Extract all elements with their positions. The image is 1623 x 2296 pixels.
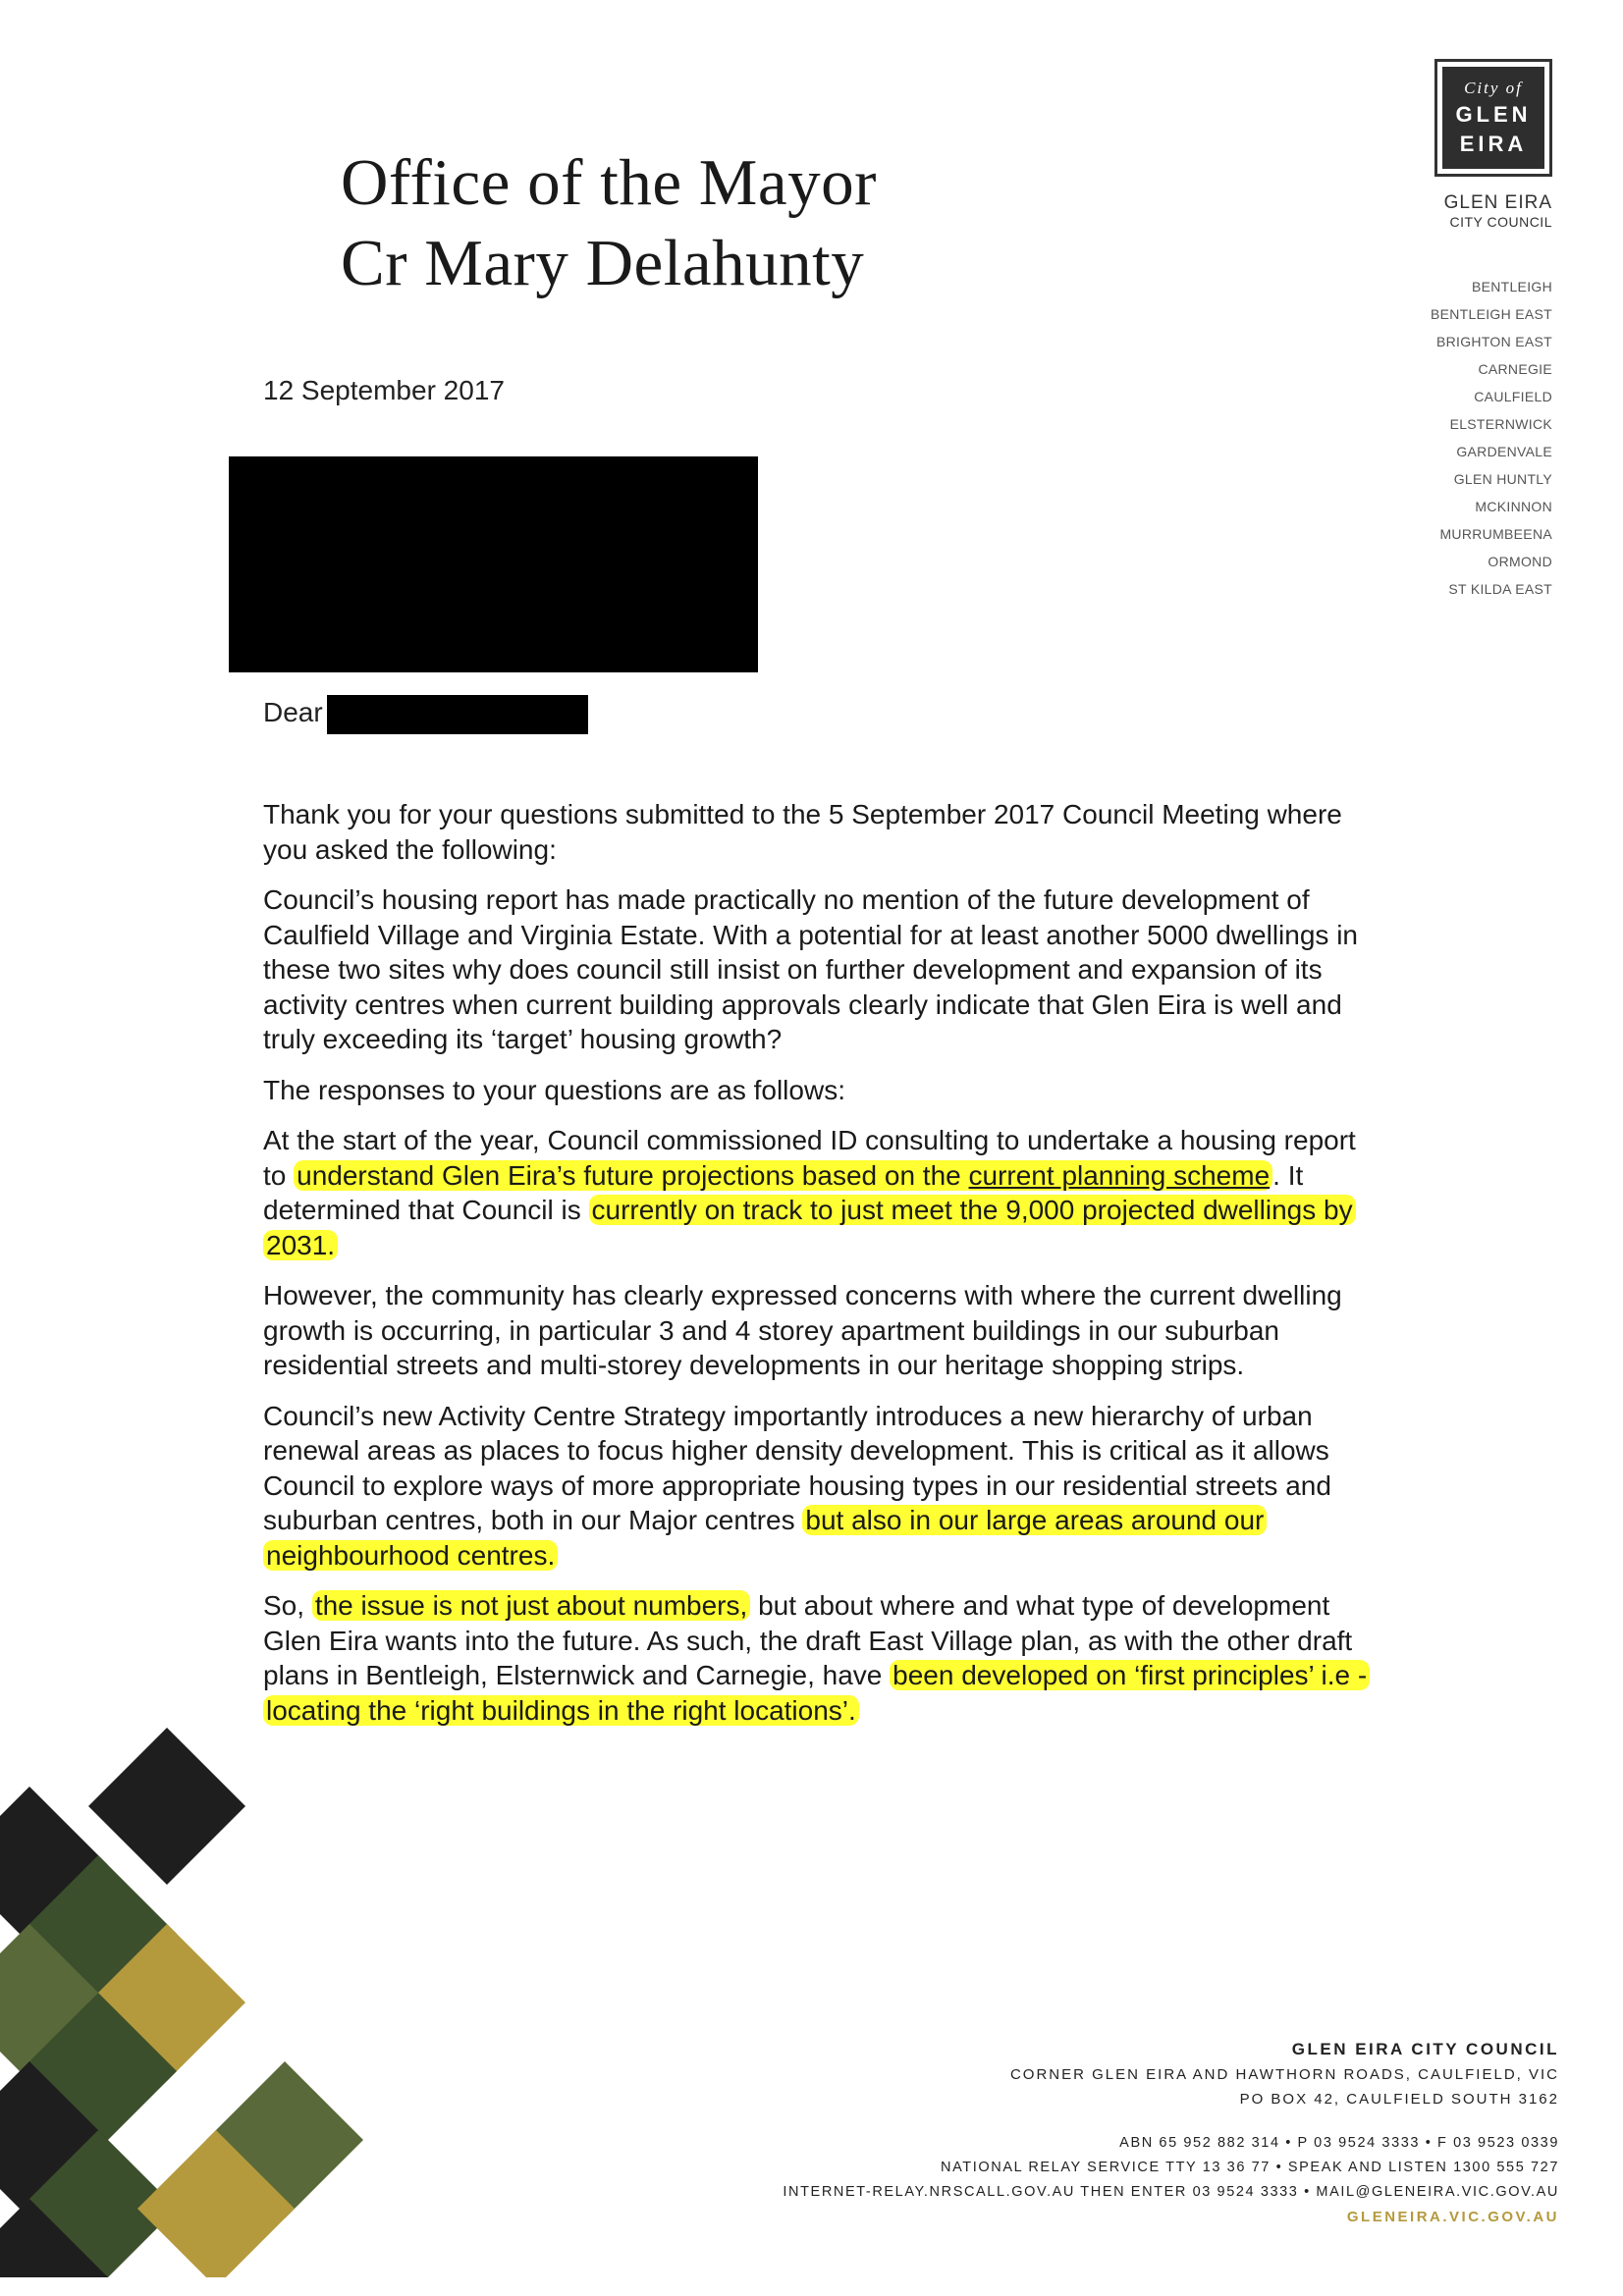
footer-contact-line: ABN 65 952 882 314 • P 03 9524 3333 • F 03 9523 0339	[1119, 2135, 1559, 2151]
paragraph-community-concerns: However, the community has clearly expressed concerns with where the current dwelling growth is occurring, in particular 3 and 4 storey apartment buildings in our suburban residential streets and multi-storey developments in our heritage shopping strips.	[263, 1280, 1342, 1380]
logo-glen: GLEN	[1455, 102, 1532, 127]
suburb-item: ST KILDA EAST	[1448, 581, 1552, 597]
paragraph-response-intro: The responses to your questions are as follows:	[263, 1074, 845, 1105]
footer-contact-line: NATIONAL RELAY SERVICE TTY 13 36 77 • SPEAK AND LISTEN 1300 555 727	[941, 2160, 1559, 2175]
logo-city-of: City of	[1464, 79, 1523, 97]
council-subtitle: CITY COUNCIL	[1449, 214, 1552, 230]
letter-date: 12 September 2017	[263, 375, 505, 405]
paragraph-activity-centre-strategy	[263, 1399, 1373, 1574]
suburb-item: BENTLEIGH EAST	[1430, 306, 1552, 322]
diamond-shape	[88, 1728, 245, 1885]
highlighted-text: but also in our large areas around our neighbourhood centres.	[263, 1505, 1267, 1571]
council-footer	[783, 2037, 1559, 2230]
suburb-list	[1431, 273, 1552, 603]
council-name-block	[1444, 192, 1552, 230]
suburb-item: GLEN HUNTLY	[1453, 471, 1552, 487]
highlighted-segment: understand Glen Eira’s future projections based on the	[297, 1159, 961, 1191]
letter-body	[263, 797, 1373, 1743]
footer-address-line: PO BOX 42, CAULFIELD SOUTH 3162	[1239, 2091, 1559, 2108]
highlighted-text: been developed on ‘first principles’ i.e - locating the ‘right buildings in the right locations’.	[263, 1660, 1370, 1726]
suburb-item: ELSTERNWICK	[1449, 416, 1552, 432]
council-logo-badge	[1442, 67, 1544, 169]
suburb-item: BRIGHTON EAST	[1436, 334, 1552, 349]
text-segment: So,	[263, 1590, 305, 1621]
footer-address-line: CORNER GLEN EIRA AND HAWTHORN ROADS, CAULFIELD, VIC	[1009, 2066, 1559, 2083]
council-logo	[1434, 59, 1552, 177]
highlighted-text: currently on track to just meet the 9,000 projected dwellings by 2031.	[263, 1195, 1356, 1260]
title-line-office: Office of the Mayor	[341, 146, 877, 219]
paragraph-housing-report	[263, 1123, 1373, 1262]
title-line-mayor-name: Cr Mary Delahunty	[341, 227, 865, 299]
decorative-diamond-pattern	[0, 1728, 412, 2277]
text-segment: . It determined that Council is	[263, 1159, 1304, 1225]
footer-contact-line: INTERNET-RELAY.NRSCALL.GOV.AU THEN ENTER 03 9524 3333 • MAIL@GLENEIRA.VIC.GOV.AU	[783, 2184, 1559, 2200]
suburb-item: BENTLEIGH	[1471, 279, 1552, 294]
suburb-item: MURRUMBEENA	[1439, 526, 1552, 542]
paragraph-question: Council’s housing report has made practically no mention of the future development of Caulfield Village and Virginia Estate. With a potential for at least another 5000 dwellings in these two sites why does council still insist on further development and expansion of its activity centres when current building approvals clearly indicate that Glen Eira is well and truly exceeding its ‘target’ housing growth?	[263, 884, 1358, 1054]
suburb-item: CARNEGIE	[1478, 361, 1552, 377]
footer-council-name: GLEN EIRA CITY COUNCIL	[1291, 2040, 1559, 2058]
text-segment: At the start of the year, Council commissioned ID consulting to undertake a housing report to	[263, 1125, 1356, 1191]
footer-website-link[interactable]: GLENEIRA.VIC.GOV.AU	[1346, 2209, 1559, 2225]
logo-eira: EIRA	[1459, 132, 1528, 156]
suburb-item: CAULFIELD	[1474, 389, 1552, 404]
suburb-item: ORMOND	[1488, 554, 1552, 569]
suburb-item: MCKINNON	[1475, 499, 1552, 514]
letterhead-title	[341, 142, 877, 303]
paragraph-first-principles	[263, 1588, 1373, 1728]
suburb-item: GARDENVALE	[1456, 444, 1552, 459]
salutation: Dear	[263, 697, 323, 727]
redacted-recipient-name	[327, 695, 588, 734]
highlighted-text: the issue is not just about numbers,	[312, 1590, 750, 1621]
underlined-text: current planning scheme	[968, 1159, 1271, 1191]
council-name: GLEN EIRA	[1443, 192, 1552, 213]
highlighted-text	[294, 1160, 1272, 1191]
text-segment: but about where and what type of development Glen Eira wants into the future. As such, the draft East Village plan, as with the other draft plans in Bentleigh, Elsternwick and Carnegie, have	[263, 1590, 1353, 1690]
text-segment: Council’s new Activity Centre Strategy importantly introduces a new hierarchy of urban renewal areas as places to focus higher density development. This is critical as it allows Council to explore ways of more appropriate housing types in our residential streets and suburban centres, both in our Major centres	[263, 1400, 1331, 1535]
paragraph-intro: Thank you for your questions submitted to the 5 September 2017 Council Meeting where you asked the following:	[263, 799, 1342, 865]
redacted-address-block	[229, 456, 758, 672]
